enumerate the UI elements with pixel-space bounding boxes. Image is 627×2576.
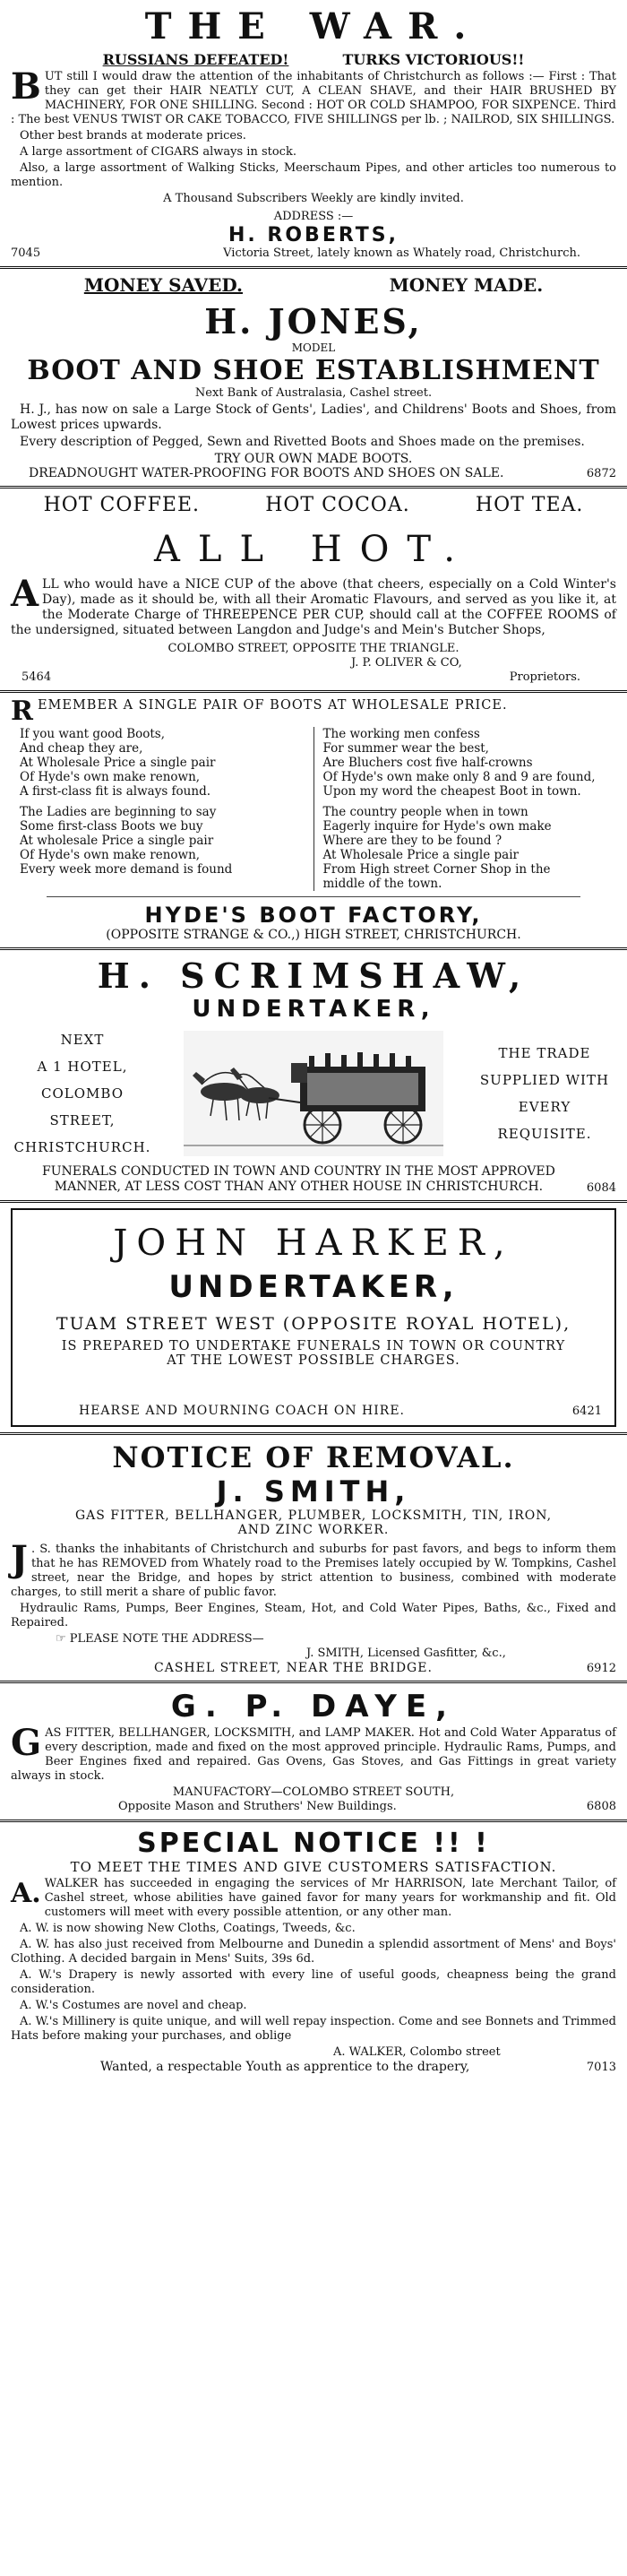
war-body-3: A large assortment of CIGARS always in stock. <box>20 145 296 159</box>
jones-name: H. JONES, <box>204 301 423 341</box>
walker-p3: A. W. has also just received from Melbourne and Dunedin a splendid assortment of Mens' and Boys' Clothing. A decided bargain in Mens' Suits, 39s 6d. <box>11 1938 616 1966</box>
war-drop-cap: B <box>11 65 41 108</box>
smith-signature: J. SMITH, Licensed Gasfitter, &c., <box>306 1647 506 1660</box>
hyde-left-line: Some first-class Boots we buy <box>20 819 203 834</box>
harker-footer <box>25 1404 602 1418</box>
walker-wanted: Wanted, a respectable Youth as apprentice to the drapery, <box>100 2060 470 2074</box>
walker-footer <box>11 2060 616 2074</box>
divider <box>47 896 580 897</box>
walker-title: SPECIAL NOTICE !! ! <box>137 1828 490 1859</box>
daye-body: GAS FITTER, BELLHANGER, LOCKSMITH, and LAMP MAKER. Hot and Cold Water Apparatus of every description, made and fixed on the most approved principle. Hydraulic Rams, Pumps, and Beer Engines fixed and repaired. Gas Ovens, Gas Stoves, and Gas Fittings in great variety always in stock. <box>11 1722 616 1783</box>
harker-line1: IS PREPARED TO UNDERTAKE FUNERALS IN TOWN OR COUNTRY <box>61 1339 566 1353</box>
harker-line2: AT THE LOWEST POSSIBLE CHARGES. <box>167 1353 460 1368</box>
divider <box>0 266 627 269</box>
jones-location: Next Bank of Australasia, Cashel street. <box>194 386 433 400</box>
hyde-left-line: At wholesale Price a single pair <box>20 834 214 848</box>
divider <box>0 1820 627 1822</box>
hyde-left-line: The Ladies are beginning to say <box>20 805 217 819</box>
smith-name: J. SMITH, <box>216 1474 411 1508</box>
smith-body: J . S. thanks the inhabitants of Christchurch and suburbs for past favors, and begs to inform them that he has REMOVED from Whately road to the Premises lately occupied by W. Tompkins, Cashel street, near the Bridge, and hopes by strict attention to business, combined with moderate charges, to still merit a share of public favor. <box>11 1538 616 1599</box>
harker-footer-text: HEARSE AND MOURNING COACH ON HIRE. <box>79 1404 405 1418</box>
scrimshaw-title: UNDERTAKER, <box>192 996 435 1023</box>
daye-footer <box>11 1800 616 1814</box>
pointing-hand-icon: ☞ <box>56 1632 66 1646</box>
hot-drinks <box>11 494 616 516</box>
smith-address: CASHEL STREET, NEAR THE BRIDGE. <box>154 1661 433 1675</box>
hyde-advert <box>0 698 627 942</box>
hyde-right-line: Eagerly inquire for Hyde's own make <box>322 819 552 834</box>
smith-note: PLEASE NOTE THE ADDRESS— <box>69 1632 264 1646</box>
smith-drop-cap: J <box>11 1538 28 1580</box>
scrimshaw-footer <box>11 1164 616 1195</box>
walker-body: A. WALKER has succeeded in engaging the services of Mr HARRISON, late Merchant Tailor, of Cashel street, whose abilities have gained favor for many years for workmanship and fit. Old customers will meet with every possible attention, or any other man. <box>11 1877 616 1919</box>
hyde-right-line <box>323 799 617 805</box>
hyde-right-line: The country people when in town <box>322 805 528 819</box>
scrimshaw-name: H. SCRIMSHAW, <box>97 955 530 996</box>
war-footer <box>11 246 616 261</box>
jones-tagline-left: MONEY SAVED. <box>83 274 243 296</box>
divider <box>0 690 627 693</box>
scrimshaw-right: THE TRADE SUPPLIED WITH EVERY REQUISITE. <box>479 1045 610 1142</box>
hearse-illustration <box>184 1031 443 1156</box>
walker-p4: A. W.'s Drapery is newly assorted with every line of useful goods, cheapness being the grand consideration. <box>11 1968 616 1996</box>
smith-note-row <box>56 1632 616 1647</box>
hyde-verse-left <box>11 727 314 891</box>
jones-tagline-right: MONEY MADE. <box>389 274 544 296</box>
hyde-right-line: The working men confess <box>322 727 480 741</box>
jones-tagline <box>11 274 616 296</box>
scrimshaw-body: FUNERALS CONDUCTED IN TOWN AND COUNTRY IN THE MOST APPROVED MANNER, AT LESS COST THAN ANY OTHER HOUSE IN CHRISTCHURCH. <box>42 1164 555 1194</box>
war-subtitle <box>11 51 616 68</box>
divider <box>0 1432 627 1435</box>
harker-address: TUAM STREET WEST (OPPOSITE ROYAL HOTEL), <box>56 1314 571 1334</box>
jones-advert <box>0 274 627 480</box>
walker-advert <box>0 1828 627 2074</box>
war-body-5: A Thousand Subscribers Weekly are kindly invited. <box>163 192 464 205</box>
jones-model: MODEL <box>291 341 336 354</box>
hyde-right-line: From High street Corner Shop in the <box>322 862 551 877</box>
hyde-right-line: At Wholesale Price a single pair <box>322 848 519 862</box>
hyde-right-line: middle of the town. <box>322 877 442 891</box>
walker-drop-cap: A. <box>11 1878 41 1909</box>
walker-subtitle: TO MEET THE TIMES AND GIVE CUSTOMERS SATISFACTION. <box>70 1859 557 1875</box>
smith-advert <box>0 1440 627 1675</box>
scrimshaw-number: 6084 <box>586 1181 616 1195</box>
hyde-drop-cap: R <box>11 696 34 727</box>
jones-title: BOOT AND SHOE ESTABLISHMENT <box>27 355 600 386</box>
hyde-right-line: For summer wear the best, <box>322 741 489 756</box>
smith-footer <box>11 1661 616 1675</box>
walker-p5: A. W.'s Costumes are novel and cheap. <box>20 1999 247 2012</box>
walker-number: 7013 <box>586 2061 616 2074</box>
hyde-right-line: Upon my word the cheapest Boot in town. <box>322 784 581 799</box>
jones-body-3: TRY OUR OWN MADE BOOTS. <box>214 452 413 466</box>
war-body-2: Other best brands at moderate prices. <box>20 129 246 143</box>
war-subtitle-right: TURKS VICTORIOUS!! <box>342 51 525 68</box>
daye-opposite: Opposite Mason and Struthers' New Buildings. <box>118 1800 397 1813</box>
daye-advert <box>0 1689 627 1814</box>
hyde-right-line: Where are they to be found ? <box>322 834 502 848</box>
hyde-right-line: Of Hyde's own make only 8 and 9 are found, <box>322 770 596 784</box>
war-name: H. ROBERTS, <box>228 224 399 246</box>
hyde-title: HYDE'S BOOT FACTORY, <box>144 903 483 928</box>
hyde-verses <box>11 727 616 891</box>
hyde-left-line: If you want good Boots, <box>20 727 166 741</box>
scrimshaw-body-row <box>11 1026 616 1161</box>
hyde-left-line: At Wholesale Price a single pair <box>20 756 216 770</box>
daye-number: 6808 <box>586 1800 616 1813</box>
hyde-address: (OPPOSITE STRANGE & CO.,) HIGH STREET, CHRISTCHURCH. <box>106 928 521 942</box>
harker-advert <box>11 1208 616 1427</box>
daye-name: G. P. DAYE, <box>170 1689 457 1725</box>
jones-footer <box>11 466 616 480</box>
hot-body: ALL who would have a NICE CUP of the above (that cheers, especially on a Cold Winter's Day), made as it should be, with all their Aromatic Flavours, and served as you like it, at the Moderate Charge of THREEPENCE PER CUP, should call at the COFFEE ROOMS of the undersigned, situated between Langdon and Judge's and Mein's Butcher Shops, <box>11 573 616 637</box>
hot-number: 5464 <box>21 670 52 684</box>
hot-name: J. P. OLIVER & CO, <box>351 656 462 670</box>
scrimshaw-advert <box>0 955 627 1195</box>
smith-trades-1: GAS FITTER, BELLHANGER, PLUMBER, LOCKSMITH, TIN, IRON, <box>74 1508 553 1523</box>
walker-signature: A. WALKER, Colombo street <box>333 2045 501 2059</box>
harker-title: UNDERTAKER, <box>168 1269 459 1305</box>
daye-drop-cap: G <box>11 1722 42 1764</box>
harker-name: JOHN HARKER, <box>113 1223 514 1264</box>
war-title: THE WAR. <box>144 5 483 48</box>
war-body: BUT still I would draw the attention of the inhabitants of Christchurch as follows :— First : That they can get their HAIR NEATLY CUT, A CLEAN SHAVE, and their HAIR BRUSHED BY MACHINERY, FOR ONE SHILLING. Second : HOT OR COLD SHAMPOO, FOR SIXPENCE. Third : The best VENUS TWIST OR CAKE TOBACCO, FIVE SHILLINGS per lb. ; NAILROD, SIX SHILLINGS. <box>11 65 616 126</box>
jones-number: 6872 <box>586 467 616 480</box>
hyde-left-line: Every week more demand is found <box>20 862 233 877</box>
hyde-left-line: A first-class fit is always found. <box>20 784 211 799</box>
smith-body-2: Hydraulic Rams, Pumps, Beer Engines, Steam, Hot, and Cold Water Pipes, Baths, &c., Fixed and Repaired. <box>11 1602 616 1629</box>
smith-number: 6912 <box>586 1662 616 1675</box>
walker-p2: A. W. is now showing New Cloths, Coatings, Tweeds, &c. <box>20 1922 356 1935</box>
hyde-left-line: And cheap they are, <box>20 741 143 756</box>
hot-tea: HOT TEA. <box>475 494 584 516</box>
war-address: Victoria Street, lately known as Whately road, Christchurch. <box>223 246 580 260</box>
hot-street: COLOMBO STREET, OPPOSITE THE TRIANGLE. <box>167 642 460 655</box>
hot-advert <box>0 494 627 685</box>
war-body-4: Also, a large assortment of Walking Sticks, Meerschaum Pipes, and other articles too numerous to mention. <box>11 161 616 189</box>
war-subtitle-left: RUSSIANS DEFEATED! <box>102 51 289 68</box>
divider <box>0 947 627 950</box>
war-advert <box>0 0 627 261</box>
harker-number: 6421 <box>571 1405 602 1418</box>
hot-cocoa: HOT COCOA. <box>265 494 410 516</box>
divider <box>0 486 627 488</box>
hyde-right-line: Are Bluchers cost five half-crowns <box>322 756 533 770</box>
hot-title: ALL HOT. <box>154 529 473 570</box>
daye-factory: MANUFACTORY—COLOMBO STREET SOUTH, <box>172 1785 455 1799</box>
jones-body-2: Every description of Pegged, Sewn and Rivetted Boots and Shoes made on the premises. <box>20 435 585 449</box>
hot-proprietors: Proprietors. <box>509 670 580 684</box>
war-address-label: ADDRESS :— <box>273 210 354 223</box>
hot-coffee: HOT COFFEE. <box>43 494 200 516</box>
jones-body-4: DREADNOUGHT WATER-PROOFING FOR BOOTS AND SHOES ON SALE. <box>29 466 504 480</box>
divider <box>0 1681 627 1683</box>
hot-footer <box>11 670 616 685</box>
smith-notice: NOTICE OF REMOVAL. <box>112 1440 515 1474</box>
scrimshaw-left: NEXT A 1 HOTEL, COLOMBO STREET, CHRISTCHURCH. <box>13 1032 151 1155</box>
hyde-left-line: Of Hyde's own make renown, <box>20 848 201 862</box>
hyde-verse-right <box>323 727 617 891</box>
walker-p6: A. W.'s Millinery is quite unique, and will well repay inspection. Come and see Bonnets and Trimmed Hats before making your purchases, and oblige <box>11 2015 616 2043</box>
divider <box>0 1200 627 1203</box>
smith-trades-2: AND ZINC WORKER. <box>237 1523 390 1537</box>
hot-drop-cap: A <box>11 573 39 615</box>
hyde-left-line: Of Hyde's own make renown, <box>20 770 201 784</box>
hyde-left-line <box>20 799 314 805</box>
war-number: 7045 <box>11 246 41 260</box>
hyde-headline: REMEMBER A SINGLE PAIR OF BOOTS AT WHOLESALE PRICE. <box>11 696 508 727</box>
jones-body-1: H. J., has now on sale a Large Stock of Gents', Ladies', and Childrens' Boots and Shoes, from Lowest prices upwards. <box>11 402 616 432</box>
